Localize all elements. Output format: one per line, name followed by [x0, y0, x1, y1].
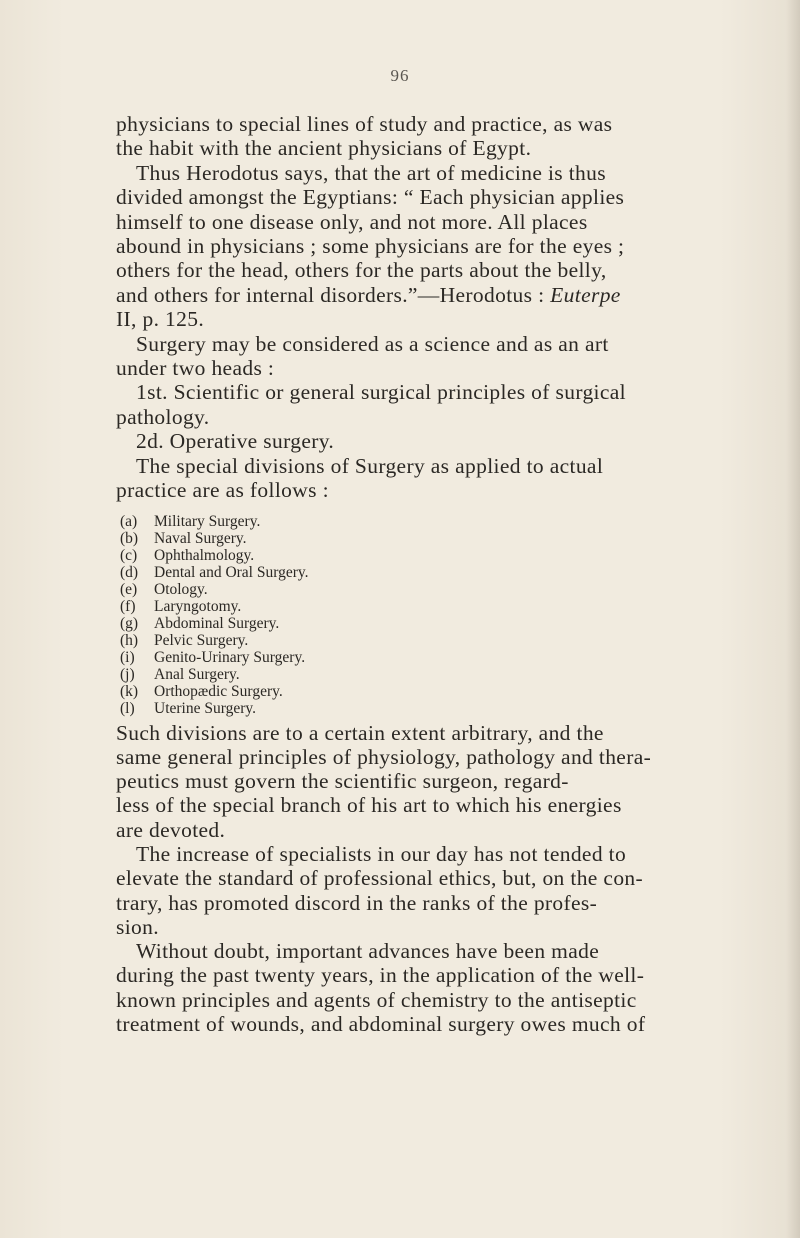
text-block-after-list	[116, 721, 742, 1037]
line-text: pathology.	[116, 404, 210, 429]
text-line	[116, 988, 742, 1012]
line-text: elevate the standard of professional ethics, but, on the con-	[116, 866, 644, 891]
line-text: Surgery may be considered as a science and as an art	[136, 331, 609, 356]
list-item	[120, 683, 742, 700]
surgery-divisions-list	[116, 513, 742, 717]
list-item	[120, 666, 742, 683]
list-item-name: Anal Surgery.	[154, 665, 240, 683]
list-item-name: Pelvic Surgery.	[154, 631, 249, 649]
page-body	[116, 112, 742, 1036]
text-line	[116, 283, 742, 307]
list-item-name: Military Surgery.	[154, 512, 261, 530]
text-line	[116, 721, 742, 745]
line-text: and others for internal disorders.”—Herodotus :	[116, 282, 545, 307]
list-item-letter: (f)	[120, 597, 136, 615]
list-item	[120, 530, 742, 547]
list-item-letter: (c)	[120, 546, 138, 564]
page-number: 96	[390, 66, 410, 85]
list-item-name: Ophthalmology.	[154, 546, 255, 564]
text-block-before-list	[116, 112, 742, 503]
text-line	[116, 112, 742, 136]
line-text: divided amongst the Egyptians: “ Each physician applies	[116, 185, 625, 210]
list-item-name: Naval Surgery.	[154, 529, 247, 547]
list-item-letter: (b)	[120, 529, 139, 547]
list-item-letter: (e)	[120, 580, 138, 598]
line-text: less of the special branch of his art to which his energies	[116, 793, 622, 818]
text-line	[116, 258, 742, 282]
list-item-name: Genito-Urinary Surgery.	[154, 648, 306, 666]
text-line	[116, 234, 742, 258]
italic-citation: Euterpe	[550, 282, 621, 307]
line-text: Thus Herodotus says, that the art of medicine is thus	[136, 160, 606, 185]
list-item-letter: (g)	[120, 614, 139, 632]
text-line	[116, 939, 742, 963]
line-text: the habit with the ancient physicians of Egypt.	[116, 136, 532, 161]
list-item	[120, 547, 742, 564]
line-text: peutics must govern the scientific surgeon, regard-	[116, 769, 569, 794]
text-line	[116, 818, 742, 842]
list-item-letter: (i)	[120, 648, 135, 666]
text-line	[116, 745, 742, 769]
line-text: himself to one disease only, and not more. All places	[116, 209, 588, 234]
list-item-letter: (a)	[120, 512, 138, 530]
text-line	[116, 429, 742, 453]
line-text: II, p. 125.	[116, 307, 205, 332]
list-item	[120, 700, 742, 717]
list-item-name: Dental and Oral Surgery.	[154, 563, 309, 581]
list-item	[120, 632, 742, 649]
text-line	[116, 332, 742, 356]
list-item-letter: (l)	[120, 699, 135, 717]
text-line	[116, 793, 742, 817]
line-text: under two heads :	[116, 356, 275, 381]
line-text: Without doubt, important advances have been made	[136, 939, 600, 964]
line-text: 2d. Operative surgery.	[136, 429, 335, 454]
text-line	[116, 307, 742, 331]
line-text: physicians to special lines of study and practice, as was	[116, 112, 613, 136]
text-line	[116, 842, 742, 866]
list-item-name: Orthopædic Surgery.	[154, 682, 283, 700]
line-text: others for the head, others for the parts about the belly,	[116, 258, 607, 283]
text-line	[116, 963, 742, 987]
line-text: The increase of specialists in our day has not tended to	[136, 841, 627, 866]
list-item-letter: (k)	[120, 682, 139, 700]
text-line	[116, 454, 742, 478]
text-line	[116, 478, 742, 502]
list-item	[120, 649, 742, 666]
text-line	[116, 915, 742, 939]
line-text: trary, has promoted discord in the ranks of the profes-	[116, 890, 598, 915]
line-text: 1st. Scientific or general surgical principles of surgical	[136, 380, 626, 405]
list-item-name: Uterine Surgery.	[154, 699, 257, 717]
list-item-letter: (d)	[120, 563, 139, 581]
list-item-letter: (j)	[120, 665, 135, 683]
line-text: Such divisions are to a certain extent arbitrary, and the	[116, 720, 604, 745]
text-line	[116, 405, 742, 429]
list-item	[120, 598, 742, 615]
line-text: known principles and agents of chemistry to the antiseptic	[116, 987, 637, 1012]
text-line	[116, 136, 742, 160]
line-text: treatment of wounds, and abdominal surgery owes much of	[116, 1012, 646, 1037]
text-line	[116, 769, 742, 793]
list-item	[120, 564, 742, 581]
list-item-name: Laryngotomy.	[154, 597, 242, 615]
list-item-name: Otology.	[154, 580, 208, 598]
line-text: same general principles of physiology, pathology and thera-	[116, 744, 652, 769]
text-line	[116, 866, 742, 890]
list-item-letter: (h)	[120, 631, 139, 649]
text-line	[116, 161, 742, 185]
text-line	[116, 185, 742, 209]
text-line	[116, 210, 742, 234]
line-text: The special divisions of Surgery as applied to actual	[136, 453, 604, 478]
text-line	[116, 356, 742, 380]
list-item	[120, 581, 742, 598]
text-line	[116, 891, 742, 915]
line-text: are devoted.	[116, 817, 226, 842]
list-item	[120, 615, 742, 632]
text-line	[116, 380, 742, 404]
page-edge-shadow	[786, 0, 800, 1238]
text-line	[116, 1012, 742, 1036]
line-text: sion.	[116, 914, 159, 939]
line-text: during the past twenty years, in the application of the well-	[116, 963, 645, 988]
line-text: practice are as follows :	[116, 478, 329, 503]
list-item-name: Abdominal Surgery.	[154, 614, 280, 632]
line-text: abound in physicians ; some physicians are for the eyes ;	[116, 234, 625, 259]
list-item	[120, 513, 742, 530]
